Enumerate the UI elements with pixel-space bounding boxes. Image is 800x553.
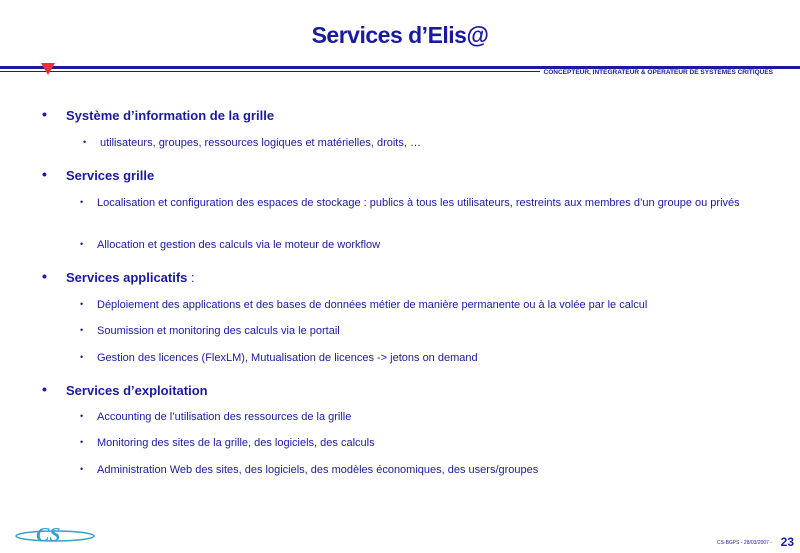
- list-item: • Monitoring des sites de la grille, des logiciels, des calculs: [97, 435, 767, 451]
- bullet-icon: •: [80, 437, 84, 447]
- section-heading: • Services applicatifs :: [42, 268, 195, 285]
- list-item: • Gestion des licences (FlexLM), Mutualisation de licences -> jetons on demand: [97, 350, 767, 366]
- slide-title: Services d’Elis@: [311, 22, 489, 48]
- logo-text: CS: [36, 524, 61, 546]
- bullet-icon: •: [42, 381, 47, 397]
- triangle-down-icon: [41, 63, 55, 75]
- section-heading: • Système d’information de la grille: [42, 106, 275, 123]
- bullet-icon: •: [80, 325, 84, 335]
- page-number: 23: [780, 535, 794, 549]
- list-item: • Accounting de l’utilisation des ressources de la grille: [97, 409, 767, 425]
- list-item: • Allocation et gestion des calculs via le moteur de workflow: [97, 237, 767, 253]
- list-item: • utilisateurs, groupes, ressources logiques et matérielles, droits, …: [100, 135, 770, 151]
- bullet-icon: •: [42, 166, 47, 182]
- bullet-icon: •: [42, 106, 47, 122]
- bullet-icon: •: [80, 411, 84, 421]
- bullet-icon: •: [42, 268, 47, 284]
- bullet-icon: •: [80, 464, 84, 474]
- bullet-icon: •: [80, 197, 84, 207]
- bullet-icon: •: [83, 137, 87, 147]
- bullet-icon: •: [80, 239, 84, 249]
- bullet-icon: •: [80, 299, 84, 309]
- list-item: • Administration Web des sites, des logiciels, des modèles économiques, des users/groupes: [97, 462, 767, 478]
- footer-text: CS-BGPS - 28/03/2007 -: [716, 540, 772, 546]
- company-tagline: CONCEPTEUR, INTEGRATEUR & OPERATEUR DE SYSTEMES CRITIQUES: [543, 69, 773, 76]
- section-heading: • Services d’exploitation: [42, 381, 208, 398]
- company-logo: [14, 521, 96, 547]
- list-item: • Déploiement des applications et des bases de données métier de manière permanente ou à la volée par le calcul: [97, 297, 767, 313]
- section-heading: • Services grille: [42, 166, 155, 183]
- list-item: • Localisation et configuration des espaces de stockage : publics à tous les utilisateurs, restreints aux membres d’un groupe ou privés: [97, 195, 767, 211]
- list-item: • Soumission et monitoring des calculs via le portail: [97, 323, 767, 339]
- header-rule-thin: [0, 71, 540, 72]
- bullet-icon: •: [80, 352, 84, 362]
